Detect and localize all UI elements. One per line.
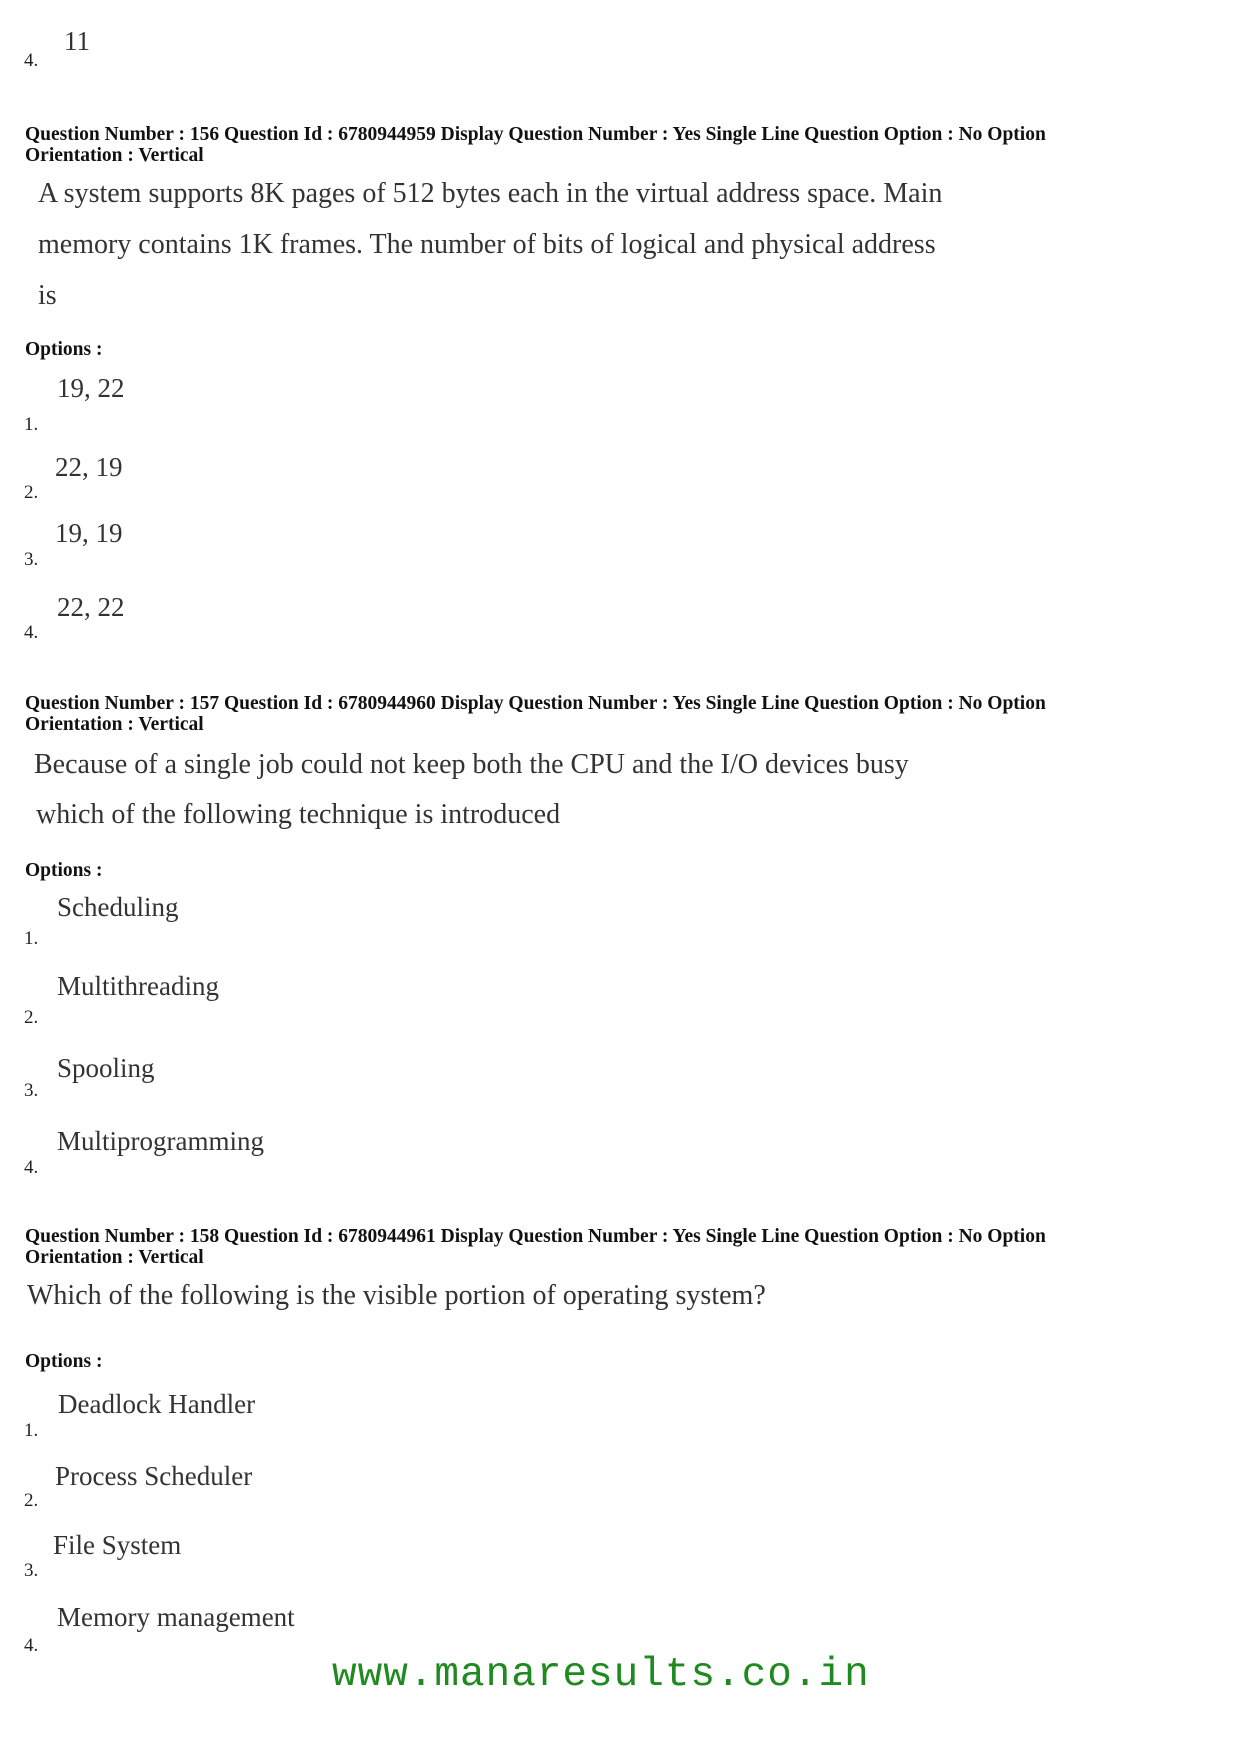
option-text: Multithreading (57, 971, 219, 1001)
question-meta-line1: Question Number : 156 Question Id : 6780944959 Display Question Number : Yes Single Line Question Option : No Option (25, 124, 1046, 145)
question-meta-line2: Orientation : Vertical (25, 714, 204, 735)
option-number: 4. (24, 1635, 39, 1656)
option-number: 1. (24, 414, 39, 435)
option-text: Memory management (57, 1602, 295, 1632)
question-text-line: is (38, 280, 57, 311)
option-text: File System (53, 1530, 182, 1560)
option-number: 2. (24, 1490, 39, 1511)
option-number: 3. (24, 1560, 39, 1581)
option-number: 4. (24, 50, 39, 71)
question-meta-line1: Question Number : 158 Question Id : 6780944961 Display Question Number : Yes Single Line Question Option : No Option (25, 1226, 1046, 1247)
option-number: 4. (24, 1157, 39, 1178)
option-text: 22, 22 (57, 592, 125, 622)
option-text: 19, 22 (57, 373, 125, 403)
footer-url[interactable]: www.manaresults.co.in (332, 1652, 870, 1698)
option-number: 1. (24, 1420, 39, 1441)
options-label: Options : (25, 1351, 103, 1372)
options-label: Options : (25, 339, 103, 360)
question-meta-line2: Orientation : Vertical (25, 145, 204, 166)
option-text: Scheduling (57, 892, 179, 922)
question-text-line: memory contains 1K frames. The number of bits of logical and physical address (38, 229, 936, 260)
option-number: 2. (24, 1007, 39, 1028)
option-text: 19, 19 (55, 518, 123, 548)
question-text-line: Because of a single job could not keep both the CPU and the I/O devices busy (34, 749, 909, 780)
option-number: 2. (24, 482, 39, 503)
question-meta-line1: Question Number : 157 Question Id : 6780944960 Display Question Number : Yes Single Line Question Option : No Option (25, 693, 1046, 714)
option-number: 3. (24, 549, 39, 570)
option-text: Spooling (57, 1053, 155, 1083)
question-text-line: Which of the following is the visible portion of operating system? (27, 1280, 766, 1311)
option-number: 3. (24, 1080, 39, 1101)
option-text: Multiprogramming (57, 1126, 264, 1156)
options-label: Options : (25, 860, 103, 881)
question-meta-line2: Orientation : Vertical (25, 1247, 204, 1268)
option-number: 4. (24, 622, 39, 643)
question-meta (25, 124, 1046, 166)
option-number: 1. (24, 928, 39, 949)
question-meta (25, 1226, 1046, 1268)
option-text: 22, 19 (55, 452, 123, 482)
option-text: 11 (64, 26, 90, 56)
option-text: Process Scheduler (55, 1461, 253, 1491)
option-text: Deadlock Handler (58, 1389, 256, 1419)
question-text-line: A system supports 8K pages of 512 bytes each in the virtual address space. Main (38, 178, 943, 209)
question-meta (25, 693, 1046, 735)
question-text-line: which of the following technique is introduced (36, 799, 561, 830)
